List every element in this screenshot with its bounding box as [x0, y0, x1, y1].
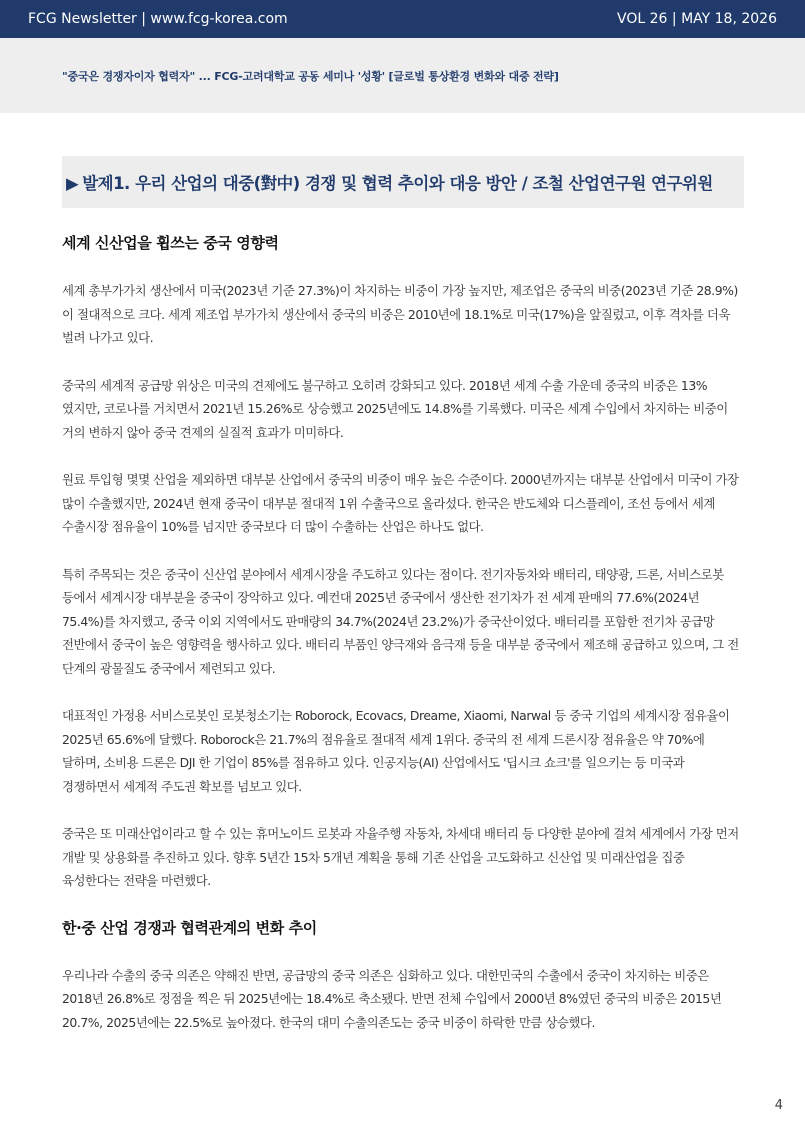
issue-info: VOL 26 | MAY 18, 2026 — [617, 11, 777, 27]
paragraph: 특히 주목되는 것은 중국이 신산업 분야에서 세계시장을 주도하고 있다는 점이다. 전기자동차와 배터리, 태양광, 드론, 서비스로봇 등에서 세계시장 대부분을 중국이 장악하고 있다. 예컨대 2025년 중국에서 생산한 전기차가 전 세계 판매의 77.6%(2024년 75.4%)를 차지했고, 중국 이외 지역에서도 판매량의 34.7%(2024년 23.2%)가 중국산이었다. 배터리를 포함한 전기차 공급망 전반에서 중국이 높은 영향력을 행사하고 있다. 배터리 부품인 양극재와 음극재 등을 대부분 중국에서 제조해 공급하고 있으며, 그 전 단계의 광물질도 중국에서 제련되고 있다. — [62, 566, 739, 676]
page-number: 4 — [774, 1098, 783, 1113]
paragraph: 원료 투입형 몇몇 산업을 제외하면 대부분 산업에서 중국의 비중이 매우 높은 수준이다. 2000년까지는 대부분 산업에서 미국이 가장 많이 수출했지만, 2024년 현재 중국이 대부분 절대적 1위 수출국으로 올라섰다. 한국은 반도체와 디스플레이, 조선 등에서 세계 수출시장 점유율이 10%를 넘지만 중국보다 더 많이 수출하는 산업은 하나도 없다. — [62, 472, 739, 534]
section-title — [66, 170, 713, 194]
newsletter-site-info: FCG Newsletter | www.fcg-korea.com — [28, 11, 288, 27]
subheading-new-industries: 세계 신산업을 휩쓰는 중국 영향력 — [62, 234, 279, 252]
section-title-box — [62, 156, 744, 208]
article-body — [62, 232, 744, 1058]
paragraph: 우리나라 수출의 중국 의존은 약해진 반면, 공급망의 중국 의존은 심화하고 있다. 대한민국의 수출에서 중국이 차지하는 비중은 2018년 26.8%로 정점을 찍은 뒤 2025년에는 18.4%로 축소됐다. 반면 전체 수입에서 2000년 8%였던 중국의 비중은 2015년 20.7%, 2025년에는 22.5%로 높아졌다. 한국의 대미 수출의존도는 중국 비중이 하락한 만큼 상승했다. — [62, 967, 722, 1030]
paragraph: 세계 총부가가치 생산에서 미국(2023년 기준 27.3%)이 차지하는 비중이 가장 높지만, 제조업은 중국의 비중(2023년 기준 28.9%)이 절대적으로 크다. 세계 제조업 부가가치 생산에서 중국의 비중은 2010년에 18.1%로 미국(17%)을 앞질렀고, 이후 격차를 더욱 벌려 나가고 있다. — [62, 283, 738, 345]
article-title: "중국은 경쟁자이자 협력자" ... FCG-고려대학교 공동 세미나 '성황' [글로벌 통상환경 변화와 대중 전략] — [62, 70, 559, 83]
subheading-korea-china-relations: 한·중 산업 경쟁과 협력관계의 변화 추이 — [62, 918, 317, 937]
paragraph: 중국의 세계적 공급망 위상은 미국의 견제에도 불구하고 오히려 강화되고 있다. 2018년 세계 수출 가운데 중국의 비중은 13%였지만, 코로나를 거치면서 2021년 15.26%로 상승했고 2025년에도 14.8%를 기록했다. 미국은 세계 수입에서 차지하는 비중이 거의 변하지 않아 중국 견제의 실질적 효과가 미미하다. — [62, 377, 728, 440]
triangle-marker-icon: ▶ — [66, 174, 79, 193]
article-title-bar — [0, 38, 805, 113]
paragraph: 중국은 또 미래산업이라고 할 수 있는 휴머노이드 로봇과 자율주행 자동차, 차세대 배터리 등 다양한 분야에 걸쳐 세계에서 가장 먼저 개발 및 상용화를 추진하고 있다. 향후 5년간 15차 5개년 계획을 통해 기존 산업을 고도화하고 신산업 및 미래산업을 집중 육성한다는 전략을 마련했다. — [62, 826, 739, 888]
paragraph: 대표적인 가정용 서비스로봇인 로봇청소기는 Roborock, Ecovacs, Dreame, Xiaomi, Narwal 등 중국 기업의 세계시장 점유율이 2025년 65.6%에 달했다. Roborock은 21.7%의 점유율로 절대적 세계 1위다. 중국의 전 세계 드론시장 점유율은 약 70%에 달하며, 소비용 드론은 DJI 한 기업이 85%를 점유하고 있다. 인공지능(AI) 산업에서도 '딥시크 쇼크'를 일으키는 등 미국과 경쟁하면서 세계적 주도권 확보를 넘보고 있다. — [62, 708, 730, 794]
section-title-text: 발제1. 우리 산업의 대중(對中) 경쟁 및 협력 추이와 대응 방안 / 조철 산업연구원 연구위원 — [82, 174, 713, 193]
newsletter-header-bar — [0, 0, 805, 38]
